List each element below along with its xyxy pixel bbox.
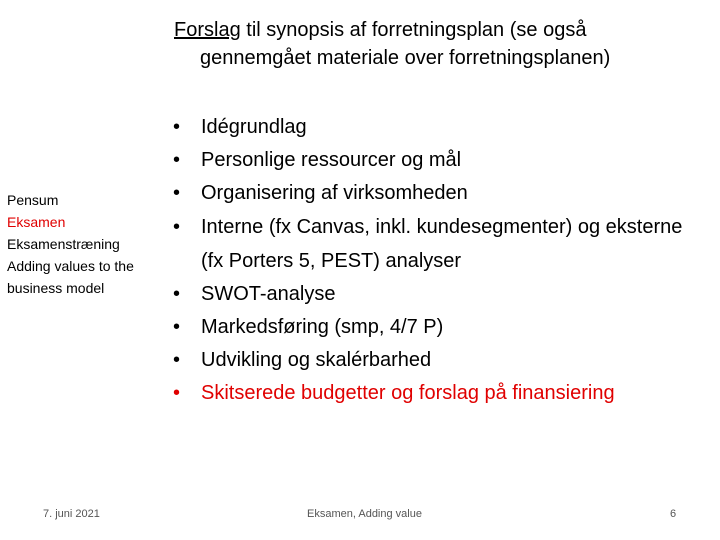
bullet-text: Organisering af virksomheden — [201, 182, 468, 204]
bullet-list — [173, 111, 693, 410]
slide-title — [174, 16, 694, 72]
sidebar-item-adding-values[interactable]: Adding values to the business model — [7, 258, 134, 296]
bullet-dot-icon: • — [173, 216, 181, 238]
bullet-item — [173, 344, 693, 377]
bullet-item — [173, 210, 693, 278]
title-line-2: gennemgået materiale over forretningsplanen) — [200, 47, 611, 69]
bullet-item — [173, 278, 693, 311]
footer-date: 7. juni 2021 — [43, 508, 100, 520]
sidebar-item-eksamenstraening[interactable]: Eksamenstræning — [7, 236, 120, 252]
footer-title: Eksamen, Adding value — [307, 508, 422, 520]
page-number: 6 — [670, 508, 677, 520]
bullet-dot-icon: • — [173, 382, 181, 404]
bullet-text: Skitserede budgetter og forslag på finansiering — [201, 382, 615, 404]
bullet-item — [173, 377, 693, 410]
bullet-dot-icon: • — [173, 149, 181, 171]
sidebar-item-eksamen[interactable]: Eksamen — [7, 214, 66, 230]
bullet-item — [173, 177, 693, 210]
bullet-item — [173, 311, 693, 344]
bullet-text: Personlige ressourcer og mål — [201, 149, 462, 171]
bullet-text: Idégrundlag — [201, 116, 307, 138]
bullet-dot-icon: • — [173, 116, 181, 138]
bullet-text: Markedsføring (smp, 4/7 P) — [201, 316, 444, 338]
bullet-text: SWOT-analyse — [201, 283, 336, 305]
title-underlined-word: Forslag — [174, 19, 241, 41]
bullet-item — [173, 144, 693, 177]
bullet-dot-icon: • — [173, 283, 181, 305]
bullet-text: Interne (fx Canvas, inkl. kundesegmenter) og eksterne (fx Porters 5, PEST) analyser — [201, 216, 683, 272]
sidebar-item-pensum[interactable]: Pensum — [7, 192, 59, 208]
sidebar-nav — [7, 189, 147, 299]
bullet-text: Udvikling og skalérbarhed — [201, 349, 432, 371]
bullet-item — [173, 111, 693, 144]
bullet-dot-icon: • — [173, 316, 181, 338]
bullet-dot-icon: • — [173, 349, 181, 371]
title-rest: til synopsis af forretningsplan (se også — [240, 19, 587, 41]
bullet-dot-icon: • — [173, 182, 181, 204]
